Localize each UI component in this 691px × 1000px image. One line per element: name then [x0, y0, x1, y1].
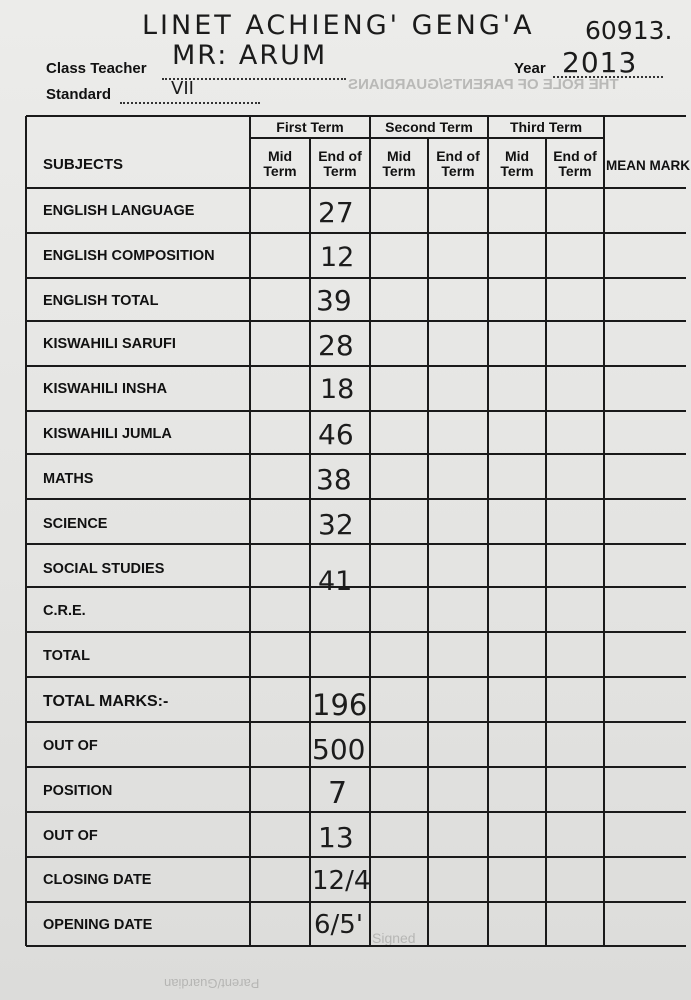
first-term-end-mark: 28 [318, 329, 354, 362]
admission-number: 60913. [585, 16, 673, 45]
subject-label: SOCIAL STUDIES [43, 561, 165, 577]
third-term-header: Third Term [509, 119, 583, 135]
subject-label: POSITION [43, 783, 113, 799]
first-end-term-header: End of Term [318, 148, 362, 179]
first-term-end-mark: 500 [312, 733, 366, 766]
subjects-header: SUBJECTS [43, 156, 124, 173]
subject-label: KISWAHILI INSHA [43, 381, 168, 397]
first-term-end-mark: 38 [316, 463, 352, 496]
subject-label: ENGLISH COMPOSITION [43, 248, 215, 264]
first-term-end-mark: 12/4 [312, 866, 371, 896]
first-term-end-mark: 39 [316, 284, 352, 317]
first-mid-term-header: Mid Term [263, 148, 297, 179]
subject-label: CLOSING DATE [43, 872, 152, 888]
subject-label: ENGLISH TOTAL [43, 293, 159, 309]
mean-mark-header: MEAN MARK [606, 158, 690, 173]
first-term-end-mark: 12 [320, 242, 355, 273]
subject-label: OUT OF [43, 738, 98, 754]
show-through-title: THE ROLE OF PARENTS/GUARDIANS [348, 76, 619, 93]
second-mid-term-header: Mid Term [382, 148, 416, 179]
standard-label: Standard [46, 86, 112, 103]
subject-label: KISWAHILI JUMLA [43, 426, 172, 442]
subject-label: OUT OF [43, 828, 98, 844]
subject-label: TOTAL MARKS:- [43, 693, 169, 710]
first-term-end-mark: 46 [318, 418, 354, 451]
first-term-end-mark: 196 [312, 688, 368, 722]
class-teacher-value: MR: ARUM [172, 40, 328, 71]
year-label: Year [514, 60, 546, 77]
first-term-header: First Term [276, 119, 344, 135]
subject-label: TOTAL [43, 648, 90, 664]
subject-label: KISWAHILI SARUFI [43, 336, 176, 352]
subject-label: C.R.E. [43, 603, 86, 619]
first-term-end-mark: 27 [318, 196, 354, 229]
first-term-end-mark: 7 [328, 776, 348, 811]
show-through-footer: Parent/Guardian [164, 976, 260, 991]
first-term-end-mark: 41 [318, 566, 353, 597]
second-end-term-header: End of Term [436, 148, 480, 179]
first-term-end-mark: 13 [318, 821, 354, 854]
third-end-term-header: End of Term [553, 148, 597, 179]
show-through-signed: Signed [372, 930, 416, 946]
first-term-end-mark: 18 [320, 374, 355, 405]
year-value: 2013 [562, 46, 638, 79]
student-name: LINET ACHIENG' GENG'A [142, 10, 535, 41]
subject-label: ENGLISH LANGUAGE [43, 203, 195, 219]
subject-label: SCIENCE [43, 516, 108, 532]
second-term-header: Second Term [385, 119, 473, 135]
class-teacher-label: Class Teacher [46, 60, 147, 77]
first-term-end-mark: 6/5' [314, 910, 363, 940]
subject-label: MATHS [43, 471, 94, 487]
third-mid-term-header: Mid Term [500, 148, 534, 179]
first-term-end-mark: 32 [318, 508, 354, 541]
subject-label: OPENING DATE [43, 917, 153, 933]
standard-value: VII [171, 78, 194, 99]
